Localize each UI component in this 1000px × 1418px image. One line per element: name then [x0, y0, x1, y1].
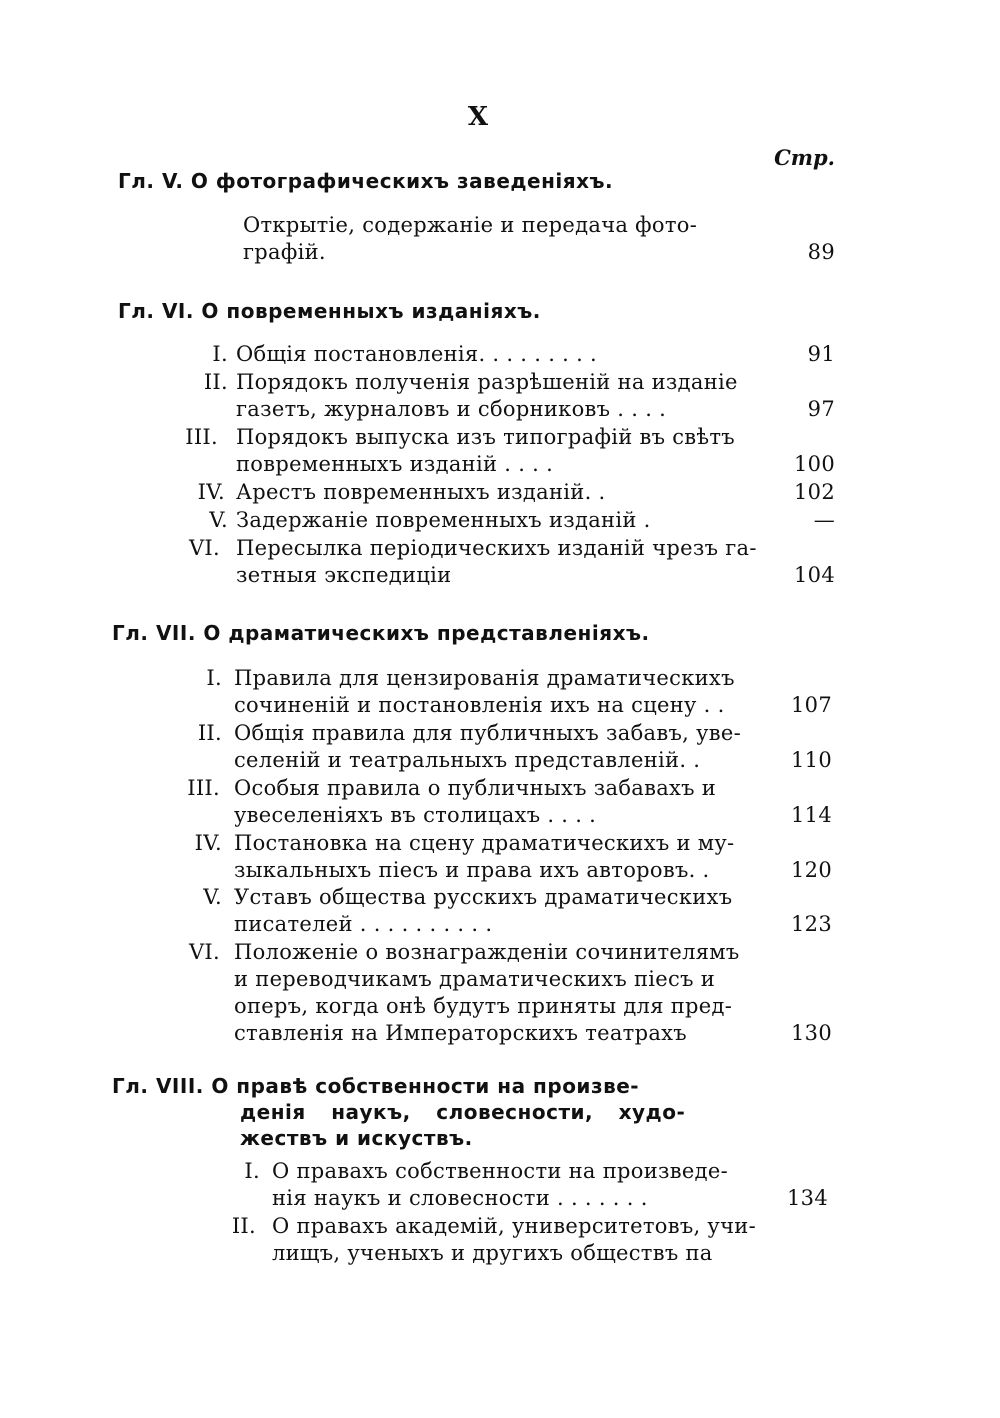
chapter-heading-line: жествъ и искуствъ. — [240, 1126, 473, 1150]
entry-text: графій. — [243, 240, 326, 264]
entry-text: ставленія на Императорскихъ театрахъ — [234, 1021, 687, 1045]
entry-number: III. — [187, 776, 220, 800]
entry-text: нія наукъ и словесности . . . . . . . — [272, 1186, 648, 1210]
entry-text: Общія правила для публичныхъ забавъ, уве- — [234, 721, 742, 745]
entry-page: 102 — [794, 480, 835, 504]
entry-number: I. — [212, 342, 228, 366]
entry-text: Постановка на сцену драматическихъ и му- — [234, 831, 735, 855]
page-column-label: Стр. — [774, 145, 835, 170]
entry-text: и переводчикамъ драматическихъ піесъ и — [234, 967, 716, 991]
entry-text: О правахъ собственности на произведе- — [272, 1159, 728, 1183]
entry-text: повременныхъ изданій . . . . — [236, 452, 554, 476]
entry-page: 91 — [807, 342, 835, 366]
entry-text: писателей . . . . . . . . . . — [234, 912, 493, 936]
entry-text: Порядокъ полученія разрѣшеній на изданіе — [236, 370, 738, 394]
entry-number: VI. — [188, 536, 220, 560]
entry-text: сочиненій и постановленія ихъ на сцену . . — [234, 693, 725, 717]
entry-text: О правахъ академій, университетовъ, учи- — [272, 1214, 756, 1238]
entry-page: 130 — [791, 1021, 832, 1045]
entry-page: 107 — [791, 693, 832, 717]
entry-number: I. — [206, 666, 222, 690]
entry-page: 134 — [787, 1186, 828, 1210]
entry-text: зыкальныхъ піесъ и права ихъ авторовъ. . — [234, 858, 710, 882]
entry-text: Общія постановленія. . . . . . . . . — [236, 342, 598, 366]
entry-number: VI. — [188, 940, 220, 964]
entry-number: II. — [203, 370, 228, 394]
entry-number: V. — [209, 508, 228, 532]
entry-number: II. — [231, 1214, 256, 1238]
entry-page: 114 — [791, 803, 832, 827]
entry-text: Пересылка періодическихъ изданій чрезъ га- — [236, 536, 757, 560]
entry-text: Арестъ повременныхъ изданій. . — [236, 480, 606, 504]
entry-page: 120 — [791, 858, 832, 882]
entry-text: увеселеніяхъ въ столицахъ . . . . — [234, 803, 597, 827]
entry-text: Правила для цензированія драматическихъ — [234, 666, 735, 690]
entry-text: селеній и театральныхъ представленій. . — [234, 748, 701, 772]
entry-number: II. — [197, 721, 222, 745]
entry-text: Особыя правила о публичныхъ забавахъ и — [234, 776, 717, 800]
entry-number: V. — [203, 885, 222, 909]
entry-page: 100 — [794, 452, 835, 476]
page-number: X — [467, 102, 489, 132]
chapter-heading-line: Гл. VIII. О правѣ собственности на произве- — [112, 1074, 640, 1098]
chapter-heading-line: денія наукъ, словесности, худо- — [240, 1100, 686, 1124]
chapter-heading — [112, 1073, 767, 1151]
entry-text: Открытіе, содержаніе и передача фото- — [243, 213, 698, 237]
entry-text: оперъ, когда онѣ будутъ приняты для пред- — [234, 994, 733, 1018]
entry-number: IV. — [197, 480, 225, 504]
entry-page: 110 — [791, 748, 832, 772]
entry-text: Уставъ общества русскихъ драматическихъ — [234, 885, 733, 909]
entry-text: лищъ, ученыхъ и другихъ обществъ па — [272, 1241, 713, 1265]
entry-page: 104 — [794, 563, 835, 587]
entry-text: зетныя экспедиціи — [236, 563, 452, 587]
entry-number: III. — [185, 425, 218, 449]
chapter-heading: Гл. VII. О драматическихъ представленіяхъ. — [112, 621, 650, 645]
entry-number: I. — [244, 1159, 260, 1183]
entry-page: — — [813, 508, 835, 532]
entry-text: газетъ, журналовъ и сборниковъ . . . . — [236, 397, 667, 421]
chapter-heading: Гл. VI. О повременныхъ изданіяхъ. — [118, 299, 541, 323]
chapter-heading: Гл. V. О фотографическихъ заведеніяхъ. — [118, 169, 614, 193]
entry-text: Положеніе о вознагражденіи сочинителямъ — [234, 940, 740, 964]
entry-text: Порядокъ выпуска изъ типографій въ свѣтъ — [236, 425, 735, 449]
entry-page: 89 — [807, 240, 835, 264]
entry-number: IV. — [194, 831, 222, 855]
entry-page: 97 — [807, 397, 835, 421]
entry-page: 123 — [791, 912, 832, 936]
entry-text: Задержаніе повременныхъ изданій . — [236, 508, 651, 532]
